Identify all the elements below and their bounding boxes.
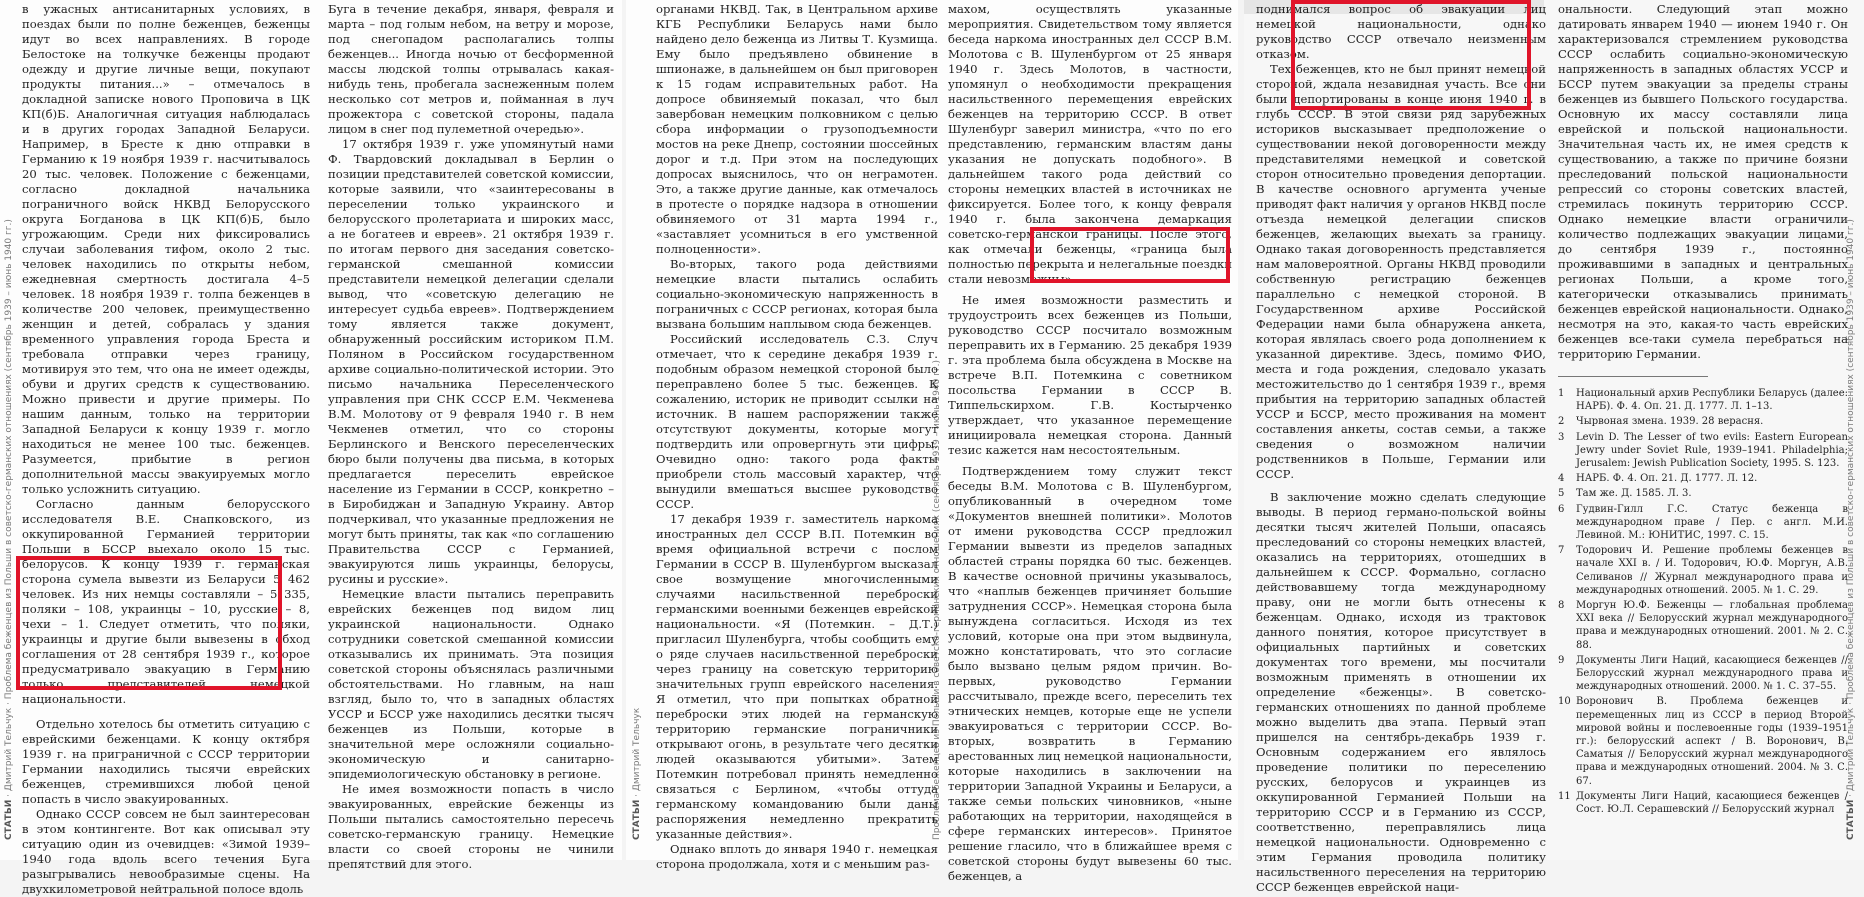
paragraph: Однако вплоть до января 1940 г. немецкая сторона продолжала, хотя и с меньшим раз- (656, 842, 938, 871)
page2-column-2 (948, 2, 1232, 884)
footnote-text: Тодорович И. Решение проблемы беженцев в начале XXI в. / И. Тодорович, Ю.Ф. Моргун, А.В. Селиванов // Журнал международного права и международных отношений. 2005. № 1. С. 29. (1576, 545, 1848, 596)
footnote (1558, 487, 1848, 500)
paragraph: Тех беженцев, кто не был принят немецкой стороной, ждала незавидная участь. Все они были депортированы в конце июня 1940 г. в глубь СССР. В этой связи ряд зарубежных историков высказывает предположение о существовании некой договоренности между представителями немецкой и советской сторон относительно проведения депортации. В качестве основного аргумента ученые приводят факт наличия у органов НКВД после отъезда немецкой делегации списков беженцев, желающих выехать за границу. Однако такая договоренность представляется нам маловероятной. Органы НКВД проводили собственную регистрацию беженцев параллельно с немецкой стороной. В Государственном архиве Российской Федерации нами была обнаружена анкета, которая являлась своего рода дополнением к указанной директиве. Здесь, помимо ФИО, места и года рождения, следовало указать местожительство до 1 сентября 1939 г., время прибытия на территорию западных областей УССР и БССР, место проживания на момент составления анкеты, состав семьи, а также сведения о возможном наличии родственников в Польше, Германии или СССР. (1256, 62, 1546, 481)
paragraph: Однако СССР совсем не был заинтересован в этом контингенте. Вот как описывал эту ситуацию один из очевидцев: «Зимой 1939–1940 года вдоль всего течения Буга разыгрывались невообразимые сцены. На двухкилометровой нейтральной полосе вдоль (22, 807, 310, 896)
footnote-divider (1558, 376, 1708, 377)
footnote (1558, 544, 1848, 597)
footnote-number: 1 (1558, 388, 1565, 399)
paragraph: Во-вторых, такого рода действиями немецкие власти пытались ослабить социально-экономическую напряженность в пограничных с СССР регионах, которая была вызвана большим наплывом сюда беженцев. (656, 257, 938, 331)
paragraph: органами НКВД. Так, в Центральном архиве КГБ Республики Беларусь нами было найдено дело беженца из Литвы Т. Кузмища. Ему было предъявлено обвинение в шпионаже, в дальнейшем он был приговорен к 15 годам исправительных работ. На допросе обвиняемый показал, что был завербован немецким полковником с целью сбора информации о грузоподъемности мостов на реке Днепр, состоянии шоссейных дорог и т.д. При этом на последующих допросах выяснилось, что он неграмотен. Это, а также другие данные, как отмечалось в протесте о порядке надзора в отношении обвиняемого от 31 марта 1994 г., «заставляет усомниться в его умственной полноценности». (656, 2, 938, 256)
footnote-text: НАРБ. Ф. 4. Оп. 21. Д. 1777. Л. 12. (1576, 473, 1758, 485)
footnote-text: Воронович В. Проблема беженцев и перемещенных лиц из СССР в период Второй мировой войны и послевоенные годы (1939–1951 гг.): белорусский аспект / В. Воронович, В. Саматыя // Белорусский журнал международного права и международных отношений. 2004. № 3. С. 67. (1576, 696, 1848, 787)
running-head-text: СТАТЬИ · Дмитрий Тельчук · Проблема беженцев из Польши в советско-германских отношениях (сентябрь 1939 – июнь 1940 гг.) (1846, 219, 1856, 840)
journal-page-middle (626, 0, 1238, 883)
footnote-number: 7 (1558, 545, 1565, 557)
footnote-number: 2 (1558, 416, 1565, 428)
footnote-text: Гудвин-Гилл Г.С. Статус беженца в международном праве / Пер. с англ. М.И. Левиной. М.: ЮНИТИС, 1997. С. 15. (1576, 503, 1848, 542)
footnote-number: 3 (1558, 431, 1565, 443)
running-head-middle (628, 0, 650, 860)
footnote (1558, 599, 1848, 652)
page3-column-1 (1256, 2, 1546, 895)
footnote-text: Levin D. The Lesser of two evils: Eastern European Jewry under Soviet Rule, 1939–1941. Philadelphia; Jerusalem: Jewish Publication Society, 1995. S. 123. (1576, 431, 1848, 470)
footnote-number: 8 (1558, 600, 1565, 612)
paragraph: 17 октября 1939 г. уже упомянутый нами Ф. Твардовский докладывал в Берлин о позиции представителей советской комиссии, которые заявили, что «заинтересованы в переселении только украинского и белорусского пролетариата и широких масс, а не богатеев и евреев». 21 октября 1939 г. по итогам первого дня заседания советско-германской смешанной комиссии представители немецкой делегации сделали вывод, что «советскую делегацию не интересует судьба евреев». Подтверждением тому является также документ, обнаруженный российским историком П.М. Поляном в Российском государственном архиве социально-политической истории. Это письмо начальника Переселенческого управления при СНК СССР Е.М. Чекменева В.М. Молотову от 9 февраля 1940 г. В нем Чекменев отметил, что со стороны Берлинского и Венского переселенческих бюро были получены два письма, в которых предлагается переселить еврейское население из Германии в СССР, конкретно – в Биробиджан и Западную Украину. Автор подчеркивал, что указанные предложения не могут быть приняты, так как «по соглашению Правительства СССР с Германией, эвакуируются лишь украинцы, белорусы, русины и русские». (328, 137, 614, 586)
running-head-left (0, 0, 22, 860)
footnote (1558, 387, 1848, 413)
paragraph: Не имея возможности разместить и трудоустроить всех беженцев из Польши, руководство СССР посчитало возможным переправить их в Германию. 25 декабря 1939 г. эта проблема была обсуждена в Москве на встрече В.П. Потемкина с советником посольства Германии в СССР В. Типпельскирхом. Г.В. Костырченко утверждает, что указанное перемещение инициировала немецкая сторона. Данный тезис кажется нам несостоятельным. (948, 293, 1232, 457)
paragraph: ональности. Следующий этап можно датировать январем 1940 — июнем 1940 г. Он характеризовался стремлением руководства СССР ослабить социально-экономическую напряженность в западных областях УССР и БССР путем эвакуации за пределы страны беженцев из бывшего Польского государства. Основную их массу составляли лица еврейской и польской национальности. Значительная часть их, не имея средств к существованию, а также по причине боязни преследований польской национальности репрессий со стороны советских властей, стремилась покинуть территорию СССР. Однако немецкие власти ограничили количество подлежащих эвакуации лицами, до сентября 1939 г., постоянно проживавшими в западных и центральных регионах Польши, а кроме того, категорически отказывались принимать беженцев еврейской национальности. Однако, несмотря на это, какая-то часть еврейских беженцев все-таки сумела перебраться на территорию Германии. (1558, 2, 1848, 361)
footnote-number: 9 (1558, 654, 1565, 666)
footnote-number: 11 (1558, 790, 1571, 802)
journal-page-left (0, 0, 622, 896)
footnote (1558, 503, 1848, 543)
paragraph: поднимался вопрос об эвакуации лиц немецкой национальности, однако руководство СССР отвечало неизменным отказом. (1256, 2, 1546, 61)
journal-page-right (1244, 0, 1864, 894)
footnote-text: Документы Лиги Наций, касающиеся беженцев / Сост. Ю.Л. Серашевский // Белорусский журнал (1576, 790, 1848, 816)
footnote (1558, 790, 1848, 816)
page1-column-1 (22, 2, 310, 897)
footnote (1558, 431, 1848, 471)
footnote-number: 6 (1558, 503, 1565, 515)
footnote-number: 4 (1558, 473, 1565, 485)
footnote-text: Документы Лиги Наций, касающиеся беженцев // Белорусский журнал международного права и международных отношений. 2000. № 1. С. 37–55. (1576, 654, 1848, 693)
footnote (1558, 695, 1848, 787)
footnotes-list (1558, 387, 1848, 816)
paragraph: махом, осуществлять указанные мероприятия. Свидетельством тому является беседа наркома иностранных дел СССР В.М. Молотова с В. Шуленбургом от 25 января 1940 г. Здесь Молотов, в частности, упомянул о необходимости прекращения насильственного перемещения еврейских беженцев на территорию СССР. В ответ Шуленбург заверил министра, «что по его представлению, германским властям даны указания не допускать подобного». В дальнейшем такого рода действий со стороны немецких властей в источниках не фиксируется. Более того, к концу февраля 1940 г. была закончена демаркация советско-германской границы. После этого, как отмечали беженцы, «граница была полностью перекрыта и нелегальные поездки стали невозможны». (948, 2, 1232, 286)
paragraph: Немецкие власти пытались переправить еврейских беженцев под видом лиц украинской национальности. Однако сотрудники советской смешанной комиссии отказывались их принимать. Эта позиция советской стороны объяснялась различными обстоятельствами. Но главным, на наш взгляд, было то, что в западных областях УССР и БССР уже находились десятки тысяч беженцев из Польши, которые в значительной мере осложняли социально-экономическую и санитарно-эпидемиологическую обстановку в регионе. (328, 587, 614, 781)
paragraph: 17 декабря 1939 г. заместитель наркома иностранных дел СССР В.П. Потемкин во время официальной встречи с послом Германии в СССР В. Шуленбургом высказал свое возмущение многочисленными случаями насильственной переброски германскими военными беженцев еврейской национальности. «Я (Потемкин. – Д.Т.) пригласил Шуленбурга, чтобы сообщить ему о ряде случаев насильственной переброски через границу на советскую территорию значительных групп еврейского населения. Я отметил, что при попытках обратной переброски этих людей на германскую территорию германские пограничники открывают огонь, в результате чего десятки людей оказываются убитыми». Затем Потемкин потребовал принять немедленно связаться с Берлином, «чтобы оттуда германскому командованию были даны распоряжения немедленно прекратить указанные действия». (656, 512, 938, 841)
paragraph: Буга в течение декабря, января, февраля и марта – под голым небом, на ветру и морозе, под снегопадом располагались толпы беженцев... Иногда ночью от бесформенной массы людской толпы отрывалась какая-нибудь тень, пробегала заснеженным полем несколько сот метров и, пойманная в луч прожектора с советской стороны, падала лицом в снег под пулеметной очередью». (328, 2, 614, 136)
footnote-text: Национальный архив Республики Беларусь (далее: НАРБ). Ф. 4. Оп. 21. Д. 1777. Л. 1–13. (1576, 388, 1848, 413)
paragraph: в ужасных антисанитарных условиях, в поездах были по полне беженцев, беженцы идут во всех направлениях. В городе Белостоке на толкучке беженцы продают одежду и другие личные вещи, покупают продукты питания...» – отмечалось в докладной записке нового Проповича в ЦК КП(б)Б. Аналогичная ситуация наблюдалась и в других городах Западной Беларуси. Например, в Бресте к дню отправки в Германию к 19 ноября 1939 г. насчитывалось 20 тыс. человек. Положение с беженцами, согласно докладной начальника пограничного войск НКВД Белорусского округа Богданова в ЦК КП(б)Б, было угрожающим. Среди них фиксировались случаи заболевания тифом, около 2 тыс. человек находились по открыты небом, ежедневная смертность достигала 4–5 человек. 18 ноября 1939 г. толпа беженцев в количестве 200 человек, преимущественно женщин и детей, собралась у здания временного управления города Бреста и требовала отправки через границу, мотивируя это тем, что она не имеет одежды, обуви и других средств к существованию. Можно привести и другие примеры. По нашим данным, только на территории Западной Беларуси к концу 1939 г. могло находиться не менее 100 тыс. беженцев. Разумеется, прибытие в регион дополнительной массы эвакуируемых могло только усложнить ситуацию. (22, 2, 310, 496)
paragraph: Подтверждением тому служит текст беседы В.М. Молотова с В. Шуленбургом, опубликованный в очередном томе «Документов внешней политики». Молотов от имени руководства СССР предложил Германии вывезти из пределов западных областей страны порядка 60 тыс. беженцев. В качестве основной причины указывалось, что «наплыв беженцев причиняет большие затруднения СССР». Немецкая сторона была вынуждена согласиться. Исходя из тех условий, которые она при этом выдвинула, можно констатировать, что это согласие было вызвано целым рядом причин. Во-первых, руководство Германии рассчитывало, прежде всего, переселить тех этнических немцев, которые еще не успели эвакуироваться с территории СССР. Во-вторых, возвратить в Германию арестованных лиц немецкой национальности, которые находились в заключении на территории Западной Украины и Беларуси, а также семьи польских чиновников, «ныне работающих на территории, находящейся в сфере германских интересов». Принятое решение гласило, что в ближайшее время с советской стороны будут вывезены 60 тыс. беженцев, а (948, 464, 1232, 883)
footnote-text: Там же. Д. 1585. Л. 3. (1576, 488, 1692, 500)
running-head-text: СТАТЬИ · Дмитрий Тельчук · Проблема беженцев из Польши в советско-германских отношениях (сентябрь 1939 – июнь 1940 гг.) (4, 219, 14, 840)
page1-column-2 (328, 2, 614, 872)
footnote-text: Моргун Ю.Ф. Беженцы — глобальная проблема XXI века // Белорусский журнал международного права и международных отношений. 2001. № 2. С. 88. (1576, 600, 1848, 651)
footnote-number: 10 (1558, 696, 1571, 708)
paragraph: Российский исследователь С.З. Случ отмечает, что к середине декабря 1939 г. подобным образом немецкой стороной было переправлено более 5 тыс. беженцев. К сожалению, историк не приводит ссылки на источник. В нашем распоряжении также отсутствуют документы, которые могут подтвердить или опровергнуть эти цифры. Очевидно одно: такого рода факты приобрели столь массовый характер, что вынудили вмешаться высшее руководство СССР. (656, 332, 938, 511)
running-head-text: СТАТЬИ · Дмитрий Тельчук (632, 707, 642, 840)
footnote (1558, 415, 1848, 428)
running-head-title: Проблема беженцев из Польши в советско-германских отношениях (сентябрь 1939 – июнь 1940 гг.) (932, 359, 942, 840)
footnote-text: Чырвоная змена. 1939. 28 верасня. (1576, 416, 1764, 428)
footnote (1558, 472, 1848, 485)
footnote-number: 5 (1558, 488, 1565, 500)
paragraph: Не имея возможности попасть в число эвакуированных, еврейские беженцы из Польши пытались самостоятельно пересечь советско-германскую границу. Немецкие власти со своей стороны не чинили препятствий для этого. (328, 782, 614, 871)
paragraph: Согласно данным белорусского исследователя В.Е. Снапковского, из оккупированной Германией территории Польши в БССР выехало около 15 тыс. белорусов. К концу 1939 г. германская сторона сумела вывезти из Беларуси 5 462 человек. Из них немцы составляли – 5 335, поляки – 108, украинцы – 10, русские – 8, чехи – 1. Следует отметить, что поляки, украинцы и другие были вывезены в обход соглашения от 28 сентября 1939 г., которое предусматривало эвакуацию в Германию только представителей немецкой национальности. (22, 497, 310, 706)
footnote (1558, 654, 1848, 694)
paragraph: В заключение можно сделать следующие выводы. В период германо-польской войны десятки тысяч жителей Польши, опасаясь преследований со стороны немецких властей, оказались на территориях, отошедших в дальнейшем к СССР. Формально, согласно действовавшему тогда международному праву, они не могли быть отнесены к беженцам. Однако, исходя из трактовок данного понятия, которое присутствует в официальных партийных и советских документах того времени, мы посчитали возможным применять в отношении их определение «беженцы». В советско-германских отношениях по данной проблеме можно выделить два этапа. Первый этап пришелся на сентябрь-декабрь 1939 г. Основным содержанием его являлось проведение политики по переселению русских, белорусов и украинцев из оккупированной Германией Польши на территорию СССР и в Германию из СССР, соответственно, переправлялись лица немецкой национальности. Одновременно с этим Германия проводила политику насильственного переселения на территорию СССР беженцев еврейской наци- (1256, 490, 1546, 894)
paragraph: Отдельно хотелось бы отметить ситуацию с еврейскими беженцами. К концу октября 1939 г. на приграничной с СССР территории Германии находились тысячи еврейских беженцев, стремившихся любой ценой попасть в число эвакуированных. (22, 717, 310, 806)
page2-column-1 (656, 2, 938, 872)
page3-column-2 (1558, 2, 1848, 818)
